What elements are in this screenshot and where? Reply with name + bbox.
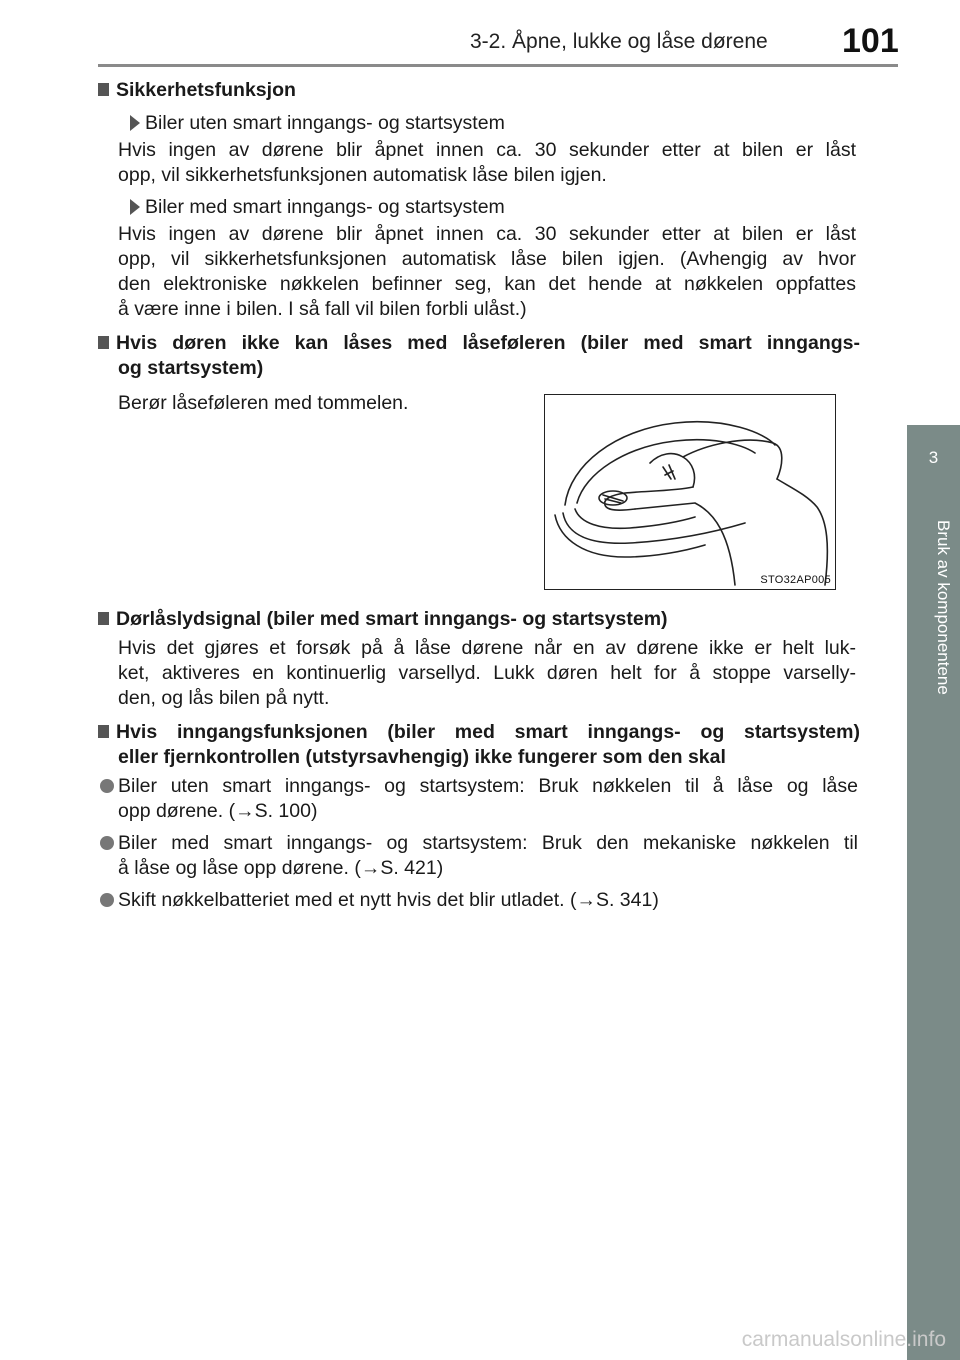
lock-sensor-body: Berør låseføleren med tommelen. bbox=[118, 392, 409, 414]
entry-function-item: Biler med smart inngangs- og startsystem: Bruk den mekaniske nøkkelen til å låse og låse opp dørene. (→S. 421) bbox=[98, 831, 858, 881]
lock-sensor-figure bbox=[544, 394, 836, 590]
entry-function-heading: Hvis inngangsfunksjonen (biler med smart inngangs- og startsystem) eller fjernkontrollen (utstyrsavhengig) ikke fungerer som den skal bbox=[98, 720, 860, 770]
square-bullet-icon bbox=[98, 83, 109, 96]
side-tab-chapter-number: 3 bbox=[928, 448, 939, 467]
hand-on-door-handle-illustration bbox=[545, 395, 835, 589]
lock-sound-paragraph: Hvis det gjøres et forsøk på å låse dørene når en av dørene ikke er helt luk- ket, aktiveres en kontinuerlig varsellyd. Lukk døren helt for å stoppe varselly- den, og lås bilen på nytt. bbox=[118, 637, 856, 709]
circle-bullet-icon bbox=[100, 836, 114, 850]
lock-sensor-heading: Hvis døren ikke kan låses med låseføleren (biler med smart inngangs- og startsystem) bbox=[98, 331, 860, 381]
side-tab-chapter-title: Bruk av komponentene bbox=[934, 520, 953, 695]
square-bullet-icon bbox=[98, 612, 109, 625]
safety-sub2-label: Biler med smart inngangs- og startsystem bbox=[130, 195, 505, 220]
triangle-arrow-icon bbox=[130, 115, 140, 131]
square-bullet-icon bbox=[98, 336, 109, 349]
triangle-arrow-icon bbox=[130, 199, 140, 215]
header-rule bbox=[98, 64, 898, 67]
lock-sound-heading: Dørlåslydsignal (biler med smart inngangs- og startsystem) bbox=[98, 607, 668, 632]
header-section-title: 3-2. Åpne, lukke og låse dørene bbox=[470, 30, 768, 53]
watermark: carmanualsonline.info bbox=[741, 1328, 946, 1351]
entry-function-item: Biler uten smart inngangs- og startsystem: Bruk nøkkelen til å låse og låse opp dørene. (→S. 100) bbox=[98, 774, 858, 824]
safety-sub2-paragraph: Hvis ingen av dørene blir åpnet innen ca. 30 sekunder etter at bilen er låst opp, vil sikkerhetsfunksjonen automatisk låse bilen igjen. (Avhengig av hvor den elektroniske nøkkelen befinner seg, kan det hende at nøkkelen oppfattes å være inne i bilen. I så fall vil bilen forbli ulåst.) bbox=[118, 223, 856, 320]
page-number: 101 bbox=[842, 22, 899, 60]
circle-bullet-icon bbox=[100, 779, 114, 793]
circle-bullet-icon bbox=[100, 893, 114, 907]
square-bullet-icon bbox=[98, 725, 109, 738]
safety-heading: Sikkerhetsfunksjon bbox=[98, 78, 296, 103]
safety-sub1-label: Biler uten smart inngangs- og startsystem bbox=[130, 111, 505, 136]
safety-sub1-paragraph: Hvis ingen av dørene blir åpnet innen ca. 30 sekunder etter at bilen er låst opp, vil sikkerhetsfunksjonen automatisk låse bilen igjen. bbox=[118, 139, 856, 186]
entry-function-item: Skift nøkkelbatteriet med et nytt hvis det blir utladet. (→S. 341) bbox=[98, 888, 858, 913]
figure-code: STO32AP005 bbox=[760, 574, 831, 586]
